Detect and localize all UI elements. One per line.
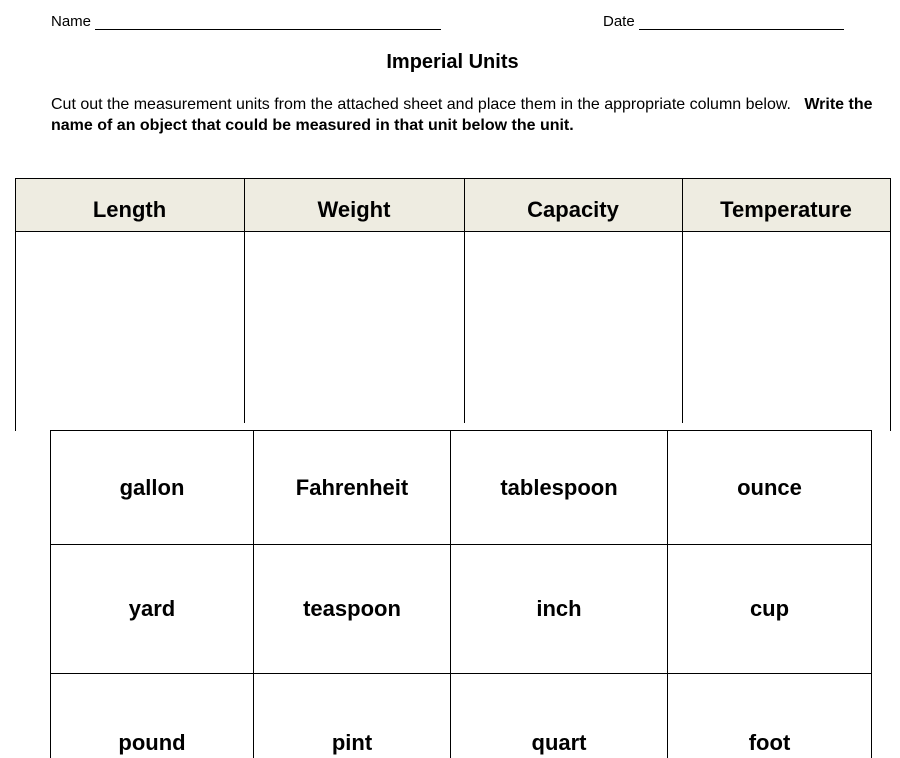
unit-card-pint[interactable]: pint <box>253 673 451 758</box>
unit-card-fahrenheit[interactable]: Fahrenheit <box>253 430 451 545</box>
name-field[interactable] <box>51 13 441 30</box>
unit-card-foot[interactable]: foot <box>667 673 872 758</box>
column-header-temperature: Temperature <box>720 197 852 222</box>
instructions-bold-text: Write the name of an object that could be measured in that unit below the unit. <box>51 96 873 134</box>
drop-zone-weight[interactable] <box>245 231 464 423</box>
drop-zone-temperature[interactable] <box>683 231 890 431</box>
unit-card-yard[interactable]: yard <box>50 544 254 674</box>
column-header-capacity: Capacity <box>527 197 619 222</box>
unit-cards-grid <box>50 430 872 758</box>
unit-card-cup[interactable]: cup <box>667 544 872 674</box>
drop-zone-capacity[interactable] <box>465 231 682 423</box>
column-header-length: Length <box>92 197 167 222</box>
unit-card-tablespoon[interactable]: tablespoon <box>450 430 668 545</box>
table-border-right <box>890 178 891 431</box>
drop-zone-length[interactable] <box>16 231 244 423</box>
column-header-weight: Weight <box>317 197 391 222</box>
date-label: Date <box>603 13 635 30</box>
unit-card-gallon[interactable]: gallon <box>50 430 254 545</box>
page-title: Imperial Units <box>386 51 519 73</box>
unit-card-teaspoon[interactable]: teaspoon <box>253 544 451 674</box>
sorting-table <box>15 178 891 431</box>
date-line[interactable] <box>639 14 844 30</box>
name-line[interactable] <box>95 14 441 30</box>
unit-card-pound[interactable]: pound <box>50 673 254 758</box>
instructions <box>51 94 881 136</box>
name-label: Name <box>51 13 92 30</box>
unit-card-inch[interactable]: inch <box>450 544 668 674</box>
instructions-text: Cut out the measurement units from the attached sheet and place them in the appropriate column below. <box>51 96 791 113</box>
unit-card-quart[interactable]: quart <box>450 673 668 758</box>
date-field[interactable] <box>603 13 844 30</box>
unit-card-ounce[interactable]: ounce <box>667 430 872 545</box>
